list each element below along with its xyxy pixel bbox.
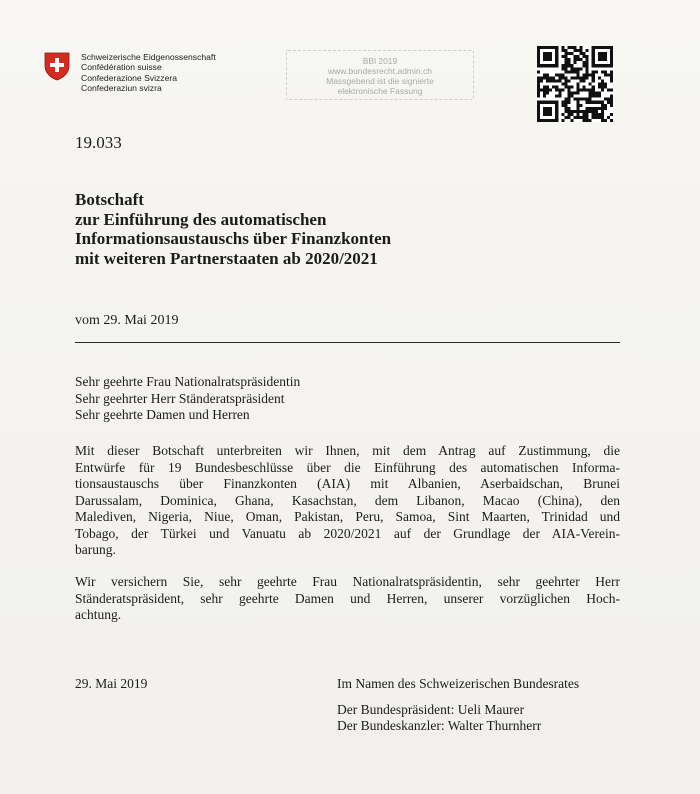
salutation-line: Sehr geehrte Frau Nationalratspräsidentin: [75, 374, 301, 389]
stamp-line: elektronische Fassung: [337, 86, 423, 96]
salutation-line: Sehr geehrte Damen und Herren: [75, 407, 250, 422]
body-paragraph-2: [75, 574, 620, 624]
document-number: 19.033: [75, 133, 122, 152]
paragraph-line: Malediven, Nigeria, Niue, Oman, Pakistan, Peru, Samoa, Sint Maarten, Trinidad und: [75, 509, 620, 524]
signatory-president: Der Bundespräsident: Ueli Maurer: [337, 701, 525, 717]
signature-intro: Im Namen des Schweizerischen Bundesrates: [337, 676, 580, 691]
paragraph-line: Wir versichern Sie, sehr geehrte Frau Nationalratspräsidentin, sehr geehrter Herr: [75, 574, 620, 589]
divider: [75, 342, 620, 343]
paragraph-line: Darussalam, Dominica, Ghana, Kasachstan, dem Libanon, Macao (China), den: [75, 492, 620, 508]
salutation-line: Sehr geehrter Herr Ständeratspräsident: [75, 390, 285, 406]
paragraph-line: Tobago, der Türkei und Vanuatu ab 2020/2021 auf der Grundlage der AIA-Verein-: [75, 525, 620, 541]
paragraph-line: Mit dieser Botschaft unterbreiten wir Ihnen, mit dem Antrag auf Zustimmung, die: [75, 443, 620, 458]
paragraph-line: barung.: [75, 542, 116, 557]
paragraph-line: achtung.: [75, 607, 122, 622]
body-paragraph-1: [75, 443, 620, 559]
paragraph-line: Ständeratspräsident, sehr geehrte Damen und Herren, unserer vorzüglichen Hoch-: [75, 590, 620, 606]
paragraph-line: Entwürfe für 19 Bundesbeschlüsse über die Einführung des automatischen Informa-: [75, 459, 620, 475]
confederation-name-rm: Confederaziun svizra: [81, 83, 162, 94]
paragraph-line: tionsaustauschs über Finanzkonten (AIA) mit Albanien, Aserbaidschan, Brunei: [75, 476, 620, 491]
title-line: mit weiteren Partnerstaaten ab 2020/2021: [75, 248, 378, 268]
signatory-chancellor: Der Bundeskanzler: Walter Thurnherr: [337, 718, 542, 733]
confederation-names: [81, 52, 216, 94]
confederation-name-it: Confederazione Svizzera: [81, 72, 178, 83]
signature-block: [337, 676, 579, 735]
signature-date: 29. Mai 2019: [75, 676, 148, 691]
stamp-line: Massgebend ist die signierte: [326, 76, 434, 86]
confederation-name-fr: Confédération suisse: [81, 62, 162, 73]
title-line: Botschaft: [75, 190, 144, 209]
salutation: [75, 374, 300, 424]
stamp-line: BBl 2019: [362, 56, 398, 66]
publication-stamp: [286, 50, 474, 100]
stamp-line: www.bundesrecht.admin.ch: [328, 66, 432, 76]
qr-code-icon: [537, 46, 613, 122]
document-date: vom 29. Mai 2019: [75, 313, 179, 328]
title-line: Informationsaustauschs über Finanzkonten: [75, 229, 392, 248]
title-line: zur Einführung des automatischen: [75, 209, 327, 229]
confederation-name-de: Schweizerische Eidgenossenschaft: [81, 52, 216, 62]
document-title: [75, 190, 391, 268]
swiss-crest-icon: [44, 52, 70, 81]
